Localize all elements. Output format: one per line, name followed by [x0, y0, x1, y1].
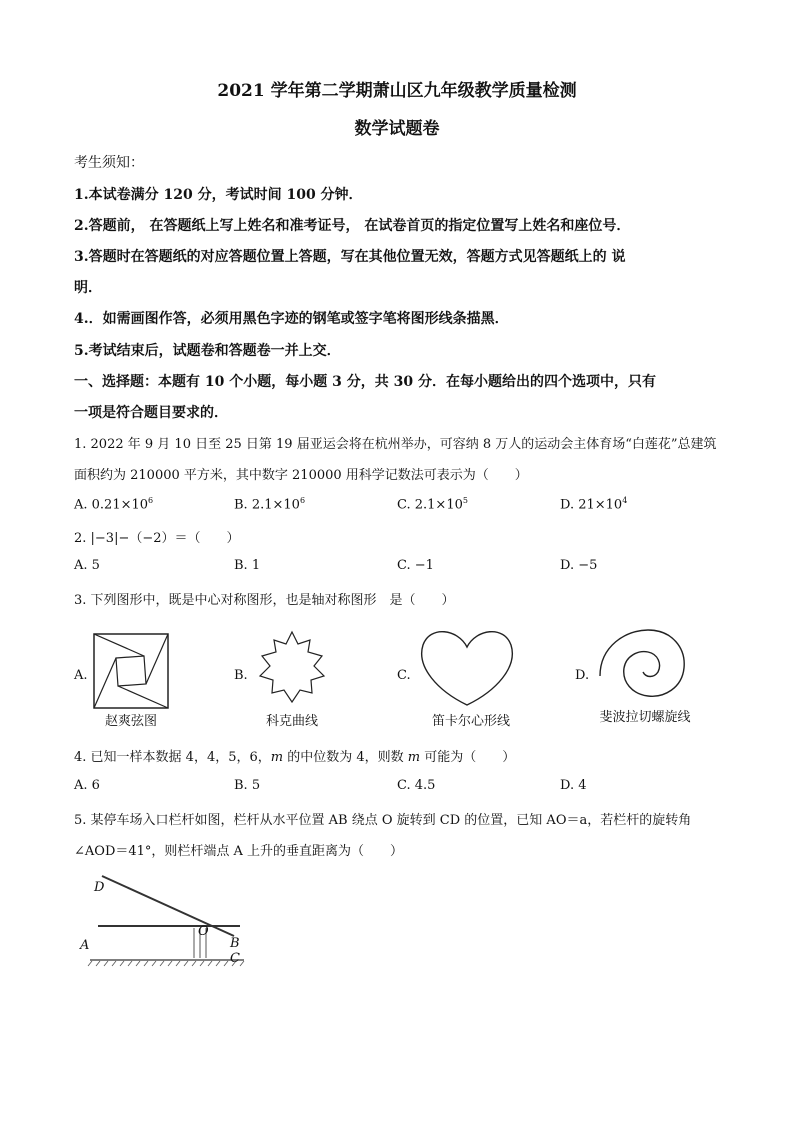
notice-item-5: 5.考试结束后，试题卷和答题卷一并上交．	[74, 343, 341, 359]
q3-stem: 3. 下列图形中，既是中心对称图形，也是轴对称图形 是（ ）	[74, 593, 455, 608]
q3-option-d: D.	[575, 668, 590, 683]
q1-option-c: C. $2.1\times 10^5$	[397, 496, 468, 513]
notice-heading: 考生须知：	[74, 155, 144, 171]
section-heading: 一、选择题：本题有 10 个小题，每小题 3 分，共 30 分．在每小题给出的四个选项中，只有	[74, 374, 656, 390]
point-a-label: A	[80, 938, 90, 953]
notice-item-4: 4.．如需画图作答，必须用黑色字迹的钢笔或签字笔将图形线条描黑．	[74, 311, 509, 327]
cardioid-curve	[418, 625, 516, 709]
q1-option-d: D. $21\times 10^4$	[560, 496, 628, 513]
q1-option-b: B. $2.1\times 10^6$	[234, 496, 306, 513]
caption-zhao-shuang: 赵爽弦图	[104, 714, 157, 729]
q4-option-a: A. 6	[74, 778, 100, 793]
point-c-label: C	[230, 951, 240, 966]
q1-option-a: A. $0.21\times 10^6$	[74, 496, 154, 513]
q4-stem: 4. 已知一样本数据 4，4，5，6，m 的中位数为 4，则数 m 可能为（ ）	[74, 750, 516, 765]
section-heading-cont: 一项是符合题目要求的．	[74, 405, 228, 421]
q4-option-b: B. 5	[234, 778, 261, 793]
q2-option-a: A. 5	[74, 558, 100, 573]
notice-item-1: 1.本试卷满分 120 分，考试时间 100 分钟．	[74, 187, 363, 203]
q4-option-d: D. 4	[560, 778, 587, 793]
notice-item-2: 2.答题前， 在答题纸上写上姓名和准考证号， 在试卷首页的指定位置写上姓名和座位号．	[74, 218, 631, 234]
point-d-label: D	[94, 880, 105, 895]
q3-option-c: C.	[397, 668, 411, 683]
q2-option-c: C. −1	[397, 558, 434, 573]
fibonacci-spiral	[596, 626, 688, 702]
q2-option-d: D. −5	[560, 558, 598, 573]
q1-stem: 1. 2022 年 9 月 10 日至 25 日第 19 届亚运会将在杭州举办，可容纳 8 万人的运动会主体育场“白莲花”总建筑	[74, 437, 717, 452]
q5-stem-cont: ∠AOD＝41°，则栏杆端点 A 上升的垂直距离为（ ）	[74, 844, 404, 859]
parking-barrier-diagram	[84, 872, 254, 968]
notice-item-3-cont: 明．	[74, 280, 102, 296]
q3-option-b: B.	[234, 668, 248, 683]
exam-subtitle: 数学试题卷	[354, 119, 440, 139]
q5-stem: 5. 某停车场入口栏杆如图，栏杆从水平位置 AB 绕点 O 旋转到 CD 的位置，已知 AO＝a，若栏杆的旋转角	[74, 813, 692, 828]
q3-option-a: A.	[74, 668, 88, 683]
koch-curve	[254, 630, 330, 706]
notice-item-3: 3.答题时在答题纸的对应答题位置上答题，写在其他位置无效，答题方式见答题纸上的 说	[74, 249, 626, 265]
exam-title: 2021 学年第二学期萧山区九年级教学质量检测	[217, 81, 577, 101]
q4-option-c: C. 4.5	[397, 778, 436, 793]
point-o-label: O	[198, 924, 209, 939]
q1-stem-cont: 面积约为 210000 平方米，其中数字 210000 用科学记数法可表示为（ ）	[74, 468, 528, 483]
caption-koch: 科克曲线	[265, 714, 318, 729]
caption-cardioid: 笛卡尔心形线	[431, 714, 510, 729]
zhao-shuang-diagram	[92, 632, 170, 710]
caption-fibonacci: 斐波拉切螺旋线	[599, 710, 691, 725]
q2-option-b: B. 1	[234, 558, 261, 573]
q2-stem: 2. |−3|−（−2）＝（ ）	[74, 531, 240, 546]
point-b-label: B	[230, 936, 240, 951]
